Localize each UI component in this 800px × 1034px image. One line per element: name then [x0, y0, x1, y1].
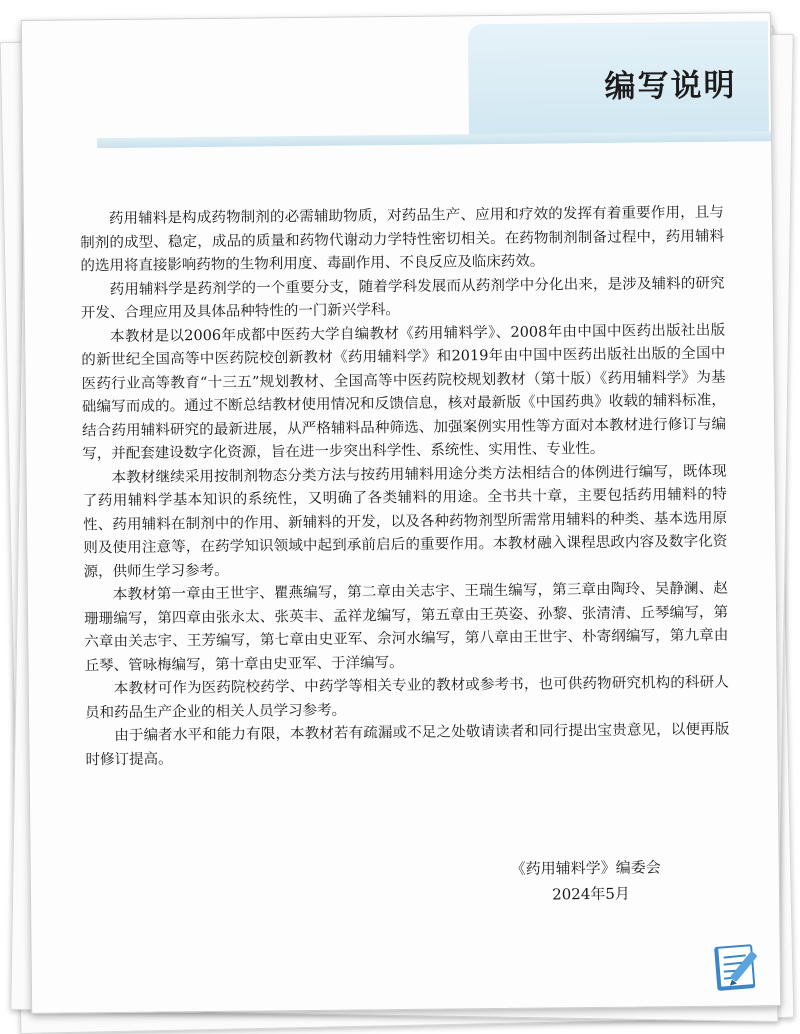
paragraph-audience: 本教材可作为医药院校药学、中药学等相关专业的教材或参考书，也可供药物研究机构的科研人员和药品生产企业的相关人员学习参考。	[84, 674, 729, 721]
signature-block	[511, 854, 662, 908]
paragraph-intro: 药用辅料是构成药物制剂的必需辅助物质，对药品生产、应用和疗效的发挥有着重要作用，且与制剂的成型、稳定，成品的质量和药物代谢动力学特性密切相关。在药物制剂制备过程中，药用辅料的选用将直接影响药物的生物利用度、毒副作用、不良反应及临床药效。	[80, 204, 725, 275]
notepad-pencil-icon	[709, 935, 772, 996]
paragraph-authors: 本教材第一章由王世宇、瞿燕编写，第二章由关志宇、王瑞生编写，第三章由陶玲、吴静澜、赵珊珊编写，第四章由张永太、张英丰、孟祥龙编写，第五章由王英姿、孙黎、张清清、丘琴编写，第六章由关志宇、王芳编写，第七章由史亚军、佘河水编写，第八章由王世宇、朴寄纲编写，第九章由丘琴、管咏梅编写，第十章由史亚军、于洋编写。	[84, 580, 729, 674]
page-title: 编写说明	[604, 67, 737, 105]
editorial-committee: 《药用辅料学》编委会	[510, 858, 661, 878]
document-page	[21, 12, 781, 1014]
paragraph-feedback: 由于编者水平和能力有限，本教材若有疏漏或不足之处敬请读者和同行提出宝贵意见，以便再版时修订提高。	[85, 721, 730, 768]
paragraph-basis: 本教材是以2006年成都中医药大学自编教材《药用辅料学》、2008年由中国中医药出版社出版的新世纪全国高等中医药院校创新教材《药用辅料学》和2019年由中国中医药出版社出版的全国中医药行业高等教育“十三五”规划教材、全国高等中医药院校规划教材（第十版）《药用辅料学》为基础编写而成的。通过不断总结教材使用情况和反馈信息，核对最新版《中国药典》收载的辅料标准，结合药用辅料研究的最新进展，从严格辅料品种筛选、加强案例实用性等方面对本教材进行修订与编写，并配套建设数字化资源，旨在进一步突出科学性、系统性、实用性、专业性。	[81, 322, 727, 463]
signature-date: 2024年5月	[552, 884, 630, 904]
paragraph-structure: 本教材继续采用按制剂物态分类方法与按药用辅料用途分类方法相结合的体例进行编写，既体现了药用辅料学基本知识的系统性，又明确了各类辅料的用途。全书共十章，主要包括药用辅料的特性、药用辅料在制剂中的作用、新辅料的开发，以及各种药物剂型所需常用辅料的种类、基本选用原则及使用注意等，在药学知识领域中起到承前启后的重要作用。本教材融入课程思政内容及数字化资源，供师生学习参考。	[82, 463, 728, 580]
paragraph-discipline: 药用辅料学是药剂学的一个重要分支，随着学科发展而从药剂学中分化出来，是涉及辅料的研究开发、合理应用及具体品种特性的一门新兴学科。	[80, 275, 725, 322]
body-text	[80, 202, 730, 773]
header-band	[97, 131, 781, 148]
